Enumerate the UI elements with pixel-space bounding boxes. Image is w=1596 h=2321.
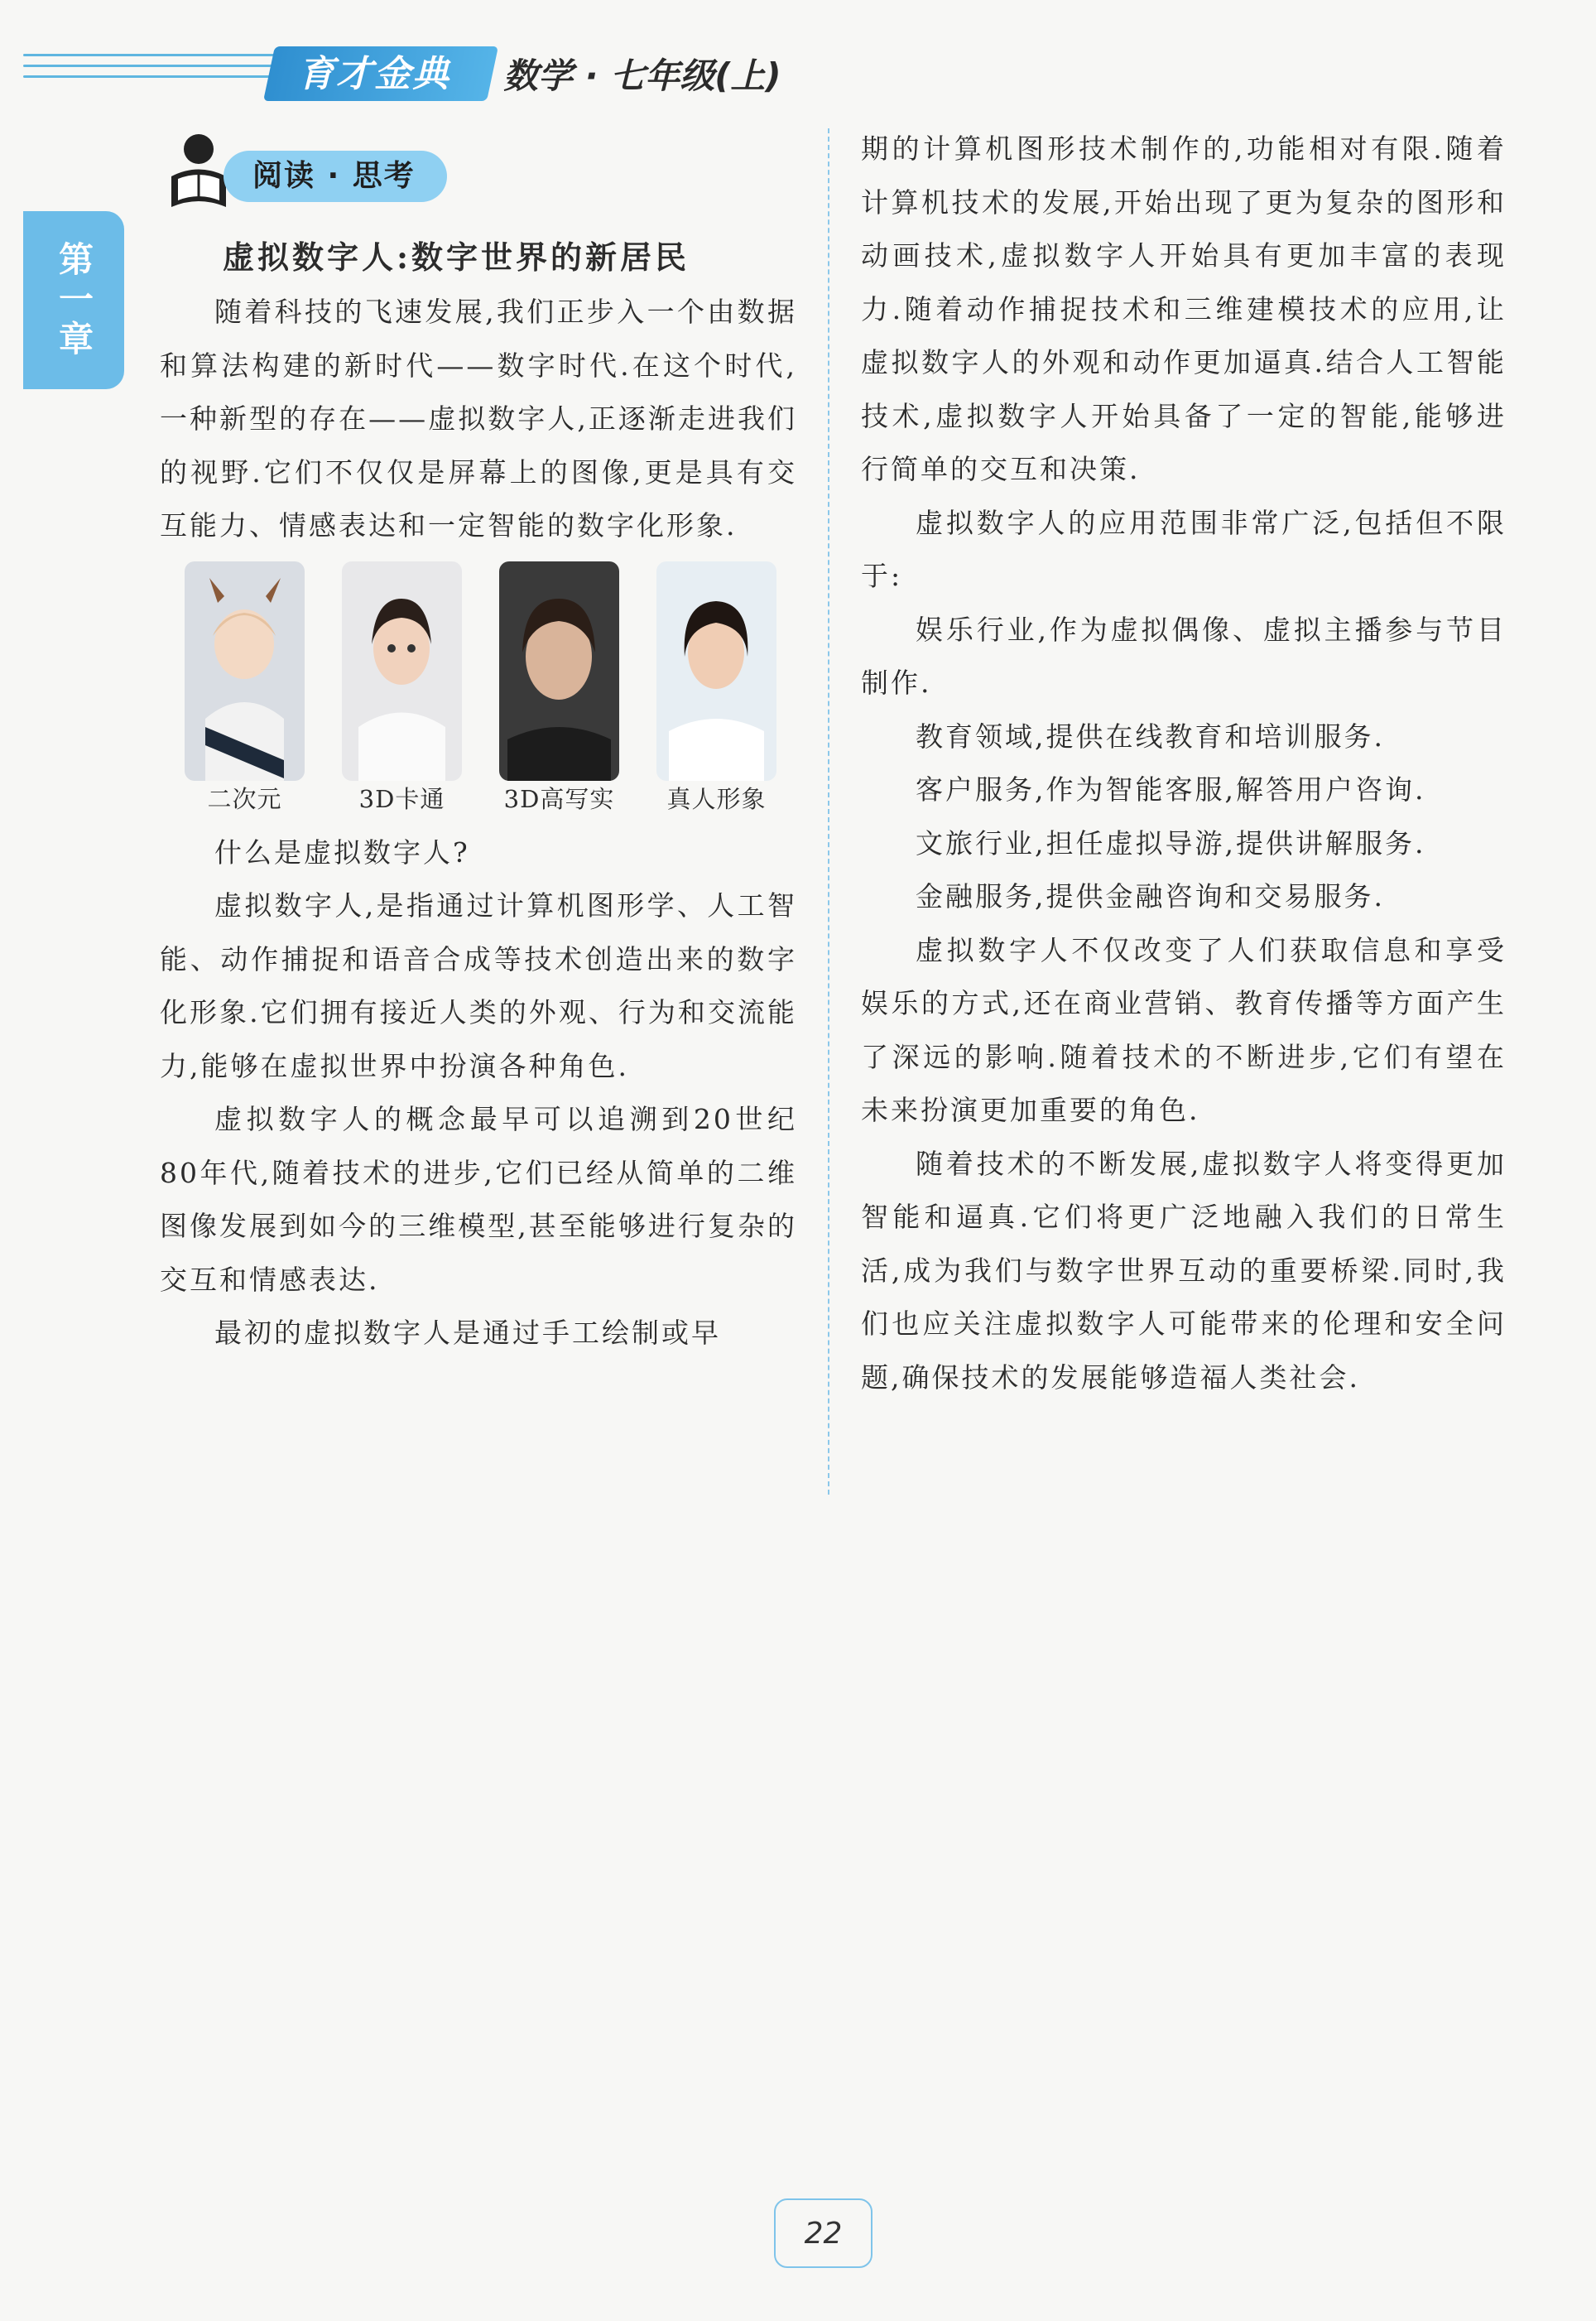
book-subject-title: 数学 · 七年级(上) bbox=[503, 55, 781, 96]
application-item: 文旅行业,担任虚拟导游,提供讲解服务. bbox=[916, 826, 1426, 860]
figure-caption: 二次元 bbox=[207, 784, 282, 813]
figure-3d-cartoon bbox=[342, 561, 462, 817]
origin-paragraph-continued: 期的计算机图形技术制作的,功能相对有限.随着计算机技术的发展,开始出现了更为复杂的图形和动画技术,虚拟数字人开始具有更加丰富的表现力.随着动作捕捉技术和三维建模技术的应用,让虚拟数字人的外观和动作更加逼真.结合人工智能技术,虚拟数字人开始具备了一定的智能,能够进行简单的交互和决策. bbox=[861, 132, 1507, 485]
3d-cartoon-character-icon bbox=[342, 561, 462, 781]
anime-character-icon bbox=[185, 561, 305, 781]
origin-paragraph-start: 最初的虚拟数字人是通过手工绘制或早 bbox=[214, 1317, 721, 1349]
application-item: 客户服务,作为智能客服,解答用户咨询. bbox=[916, 773, 1426, 806]
figure-real-person bbox=[656, 561, 776, 817]
real-person-portrait-icon bbox=[656, 561, 776, 781]
application-item: 娱乐行业,作为虚拟偶像、虚拟主播参与节目制作. bbox=[861, 613, 1507, 699]
figure-caption: 3D高写实 bbox=[503, 784, 615, 813]
column-divider bbox=[828, 128, 829, 1495]
3d-realistic-character-icon bbox=[499, 561, 619, 781]
brand-name: 育才金典 bbox=[298, 53, 450, 95]
chapter-side-tab bbox=[23, 211, 124, 389]
intro-paragraph: 随着科技的飞速发展,我们正步入一个由数据和算法构建的新时代——数字时代.在这个时代,一种新型的存在——虚拟数字人,正逐渐走进我们的视野.它们不仅仅是屏幕上的图像,更是具有交互能力、情感表达和一定智能的数字化形象. bbox=[160, 296, 797, 542]
application-item: 金融服务,提供金融咨询和交易服务. bbox=[916, 880, 1385, 913]
figure-anime bbox=[185, 561, 305, 817]
figure-caption: 3D卡通 bbox=[358, 784, 445, 813]
figure-3d-realistic bbox=[499, 561, 619, 817]
section-label: 阅读 · 思考 bbox=[252, 159, 416, 193]
chapter-tab-label: 第一章 bbox=[54, 240, 94, 360]
article-title: 虚拟数字人:数字世界的新居民 bbox=[223, 238, 690, 276]
question-line: 什么是虚拟数字人? bbox=[214, 835, 470, 869]
right-column bbox=[861, 123, 1507, 1404]
definition-paragraph: 虚拟数字人,是指通过计算机图形学、人工智能、动作捕捉和语音合成等技术创造出来的数字化形象.它们拥有接近人类的外观、行为和交流能力,能够在虚拟世界中扮演各种角色. bbox=[160, 889, 797, 1082]
application-intro: 虚拟数字人的应用范围非常广泛,包括但不限于: bbox=[861, 506, 1507, 592]
history-paragraph: 虚拟数字人的概念最早可以追溯到20世纪80年代,随着技术的进步,它们已经从简单的二维图像发展到如今的三维模型,甚至能够进行复杂的交互和情感表达. bbox=[160, 1103, 797, 1296]
figure-caption: 真人形象 bbox=[666, 784, 767, 813]
impact-paragraph: 虚拟数字人不仅改变了人们获取信息和享受娱乐的方式,还在商业营销、教育传播等方面产生了深远的影响.随着技术的不断进步,它们有望在未来扮演更加重要的角色. bbox=[861, 933, 1507, 1126]
figure-gallery bbox=[160, 561, 797, 826]
header-decoration-lines bbox=[23, 46, 296, 95]
application-item: 教育领域,提供在线教育和培训服务. bbox=[916, 720, 1385, 753]
future-paragraph: 随着技术的不断发展,虚拟数字人将变得更加智能和逼真.它们将更广泛地融入我们的日常生活,成为我们与数字世界互动的重要桥梁.同时,我们也应关注虚拟数字人可能带来的伦理和安全问题,确保技术的发展能够造福人类社会. bbox=[861, 1147, 1507, 1394]
left-column bbox=[160, 229, 797, 1360]
page-number: 22 bbox=[774, 2198, 873, 2268]
